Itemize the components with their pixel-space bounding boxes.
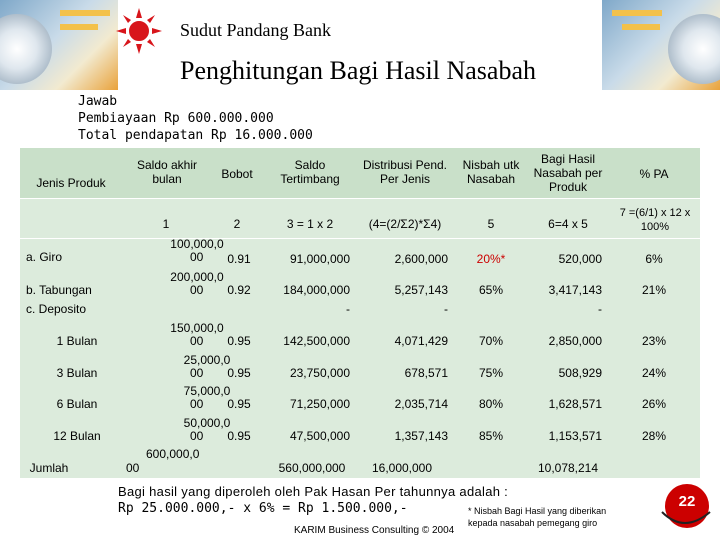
divider	[20, 198, 700, 199]
cell-weighted: 184,000,000	[283, 283, 350, 297]
cell-distribution: 16,000,000	[371, 461, 433, 475]
cell-balance: 75,000,0	[183, 384, 231, 398]
cell-weight: 0.95	[227, 429, 251, 443]
row-label: a. Giro	[26, 250, 63, 264]
formula-col4: (4=(2/Σ2)*Σ4)	[368, 217, 442, 231]
cell-weighted: 71,250,000	[289, 397, 350, 411]
cell-pa: 6%	[645, 252, 663, 266]
cell-nisbah: 65%	[478, 283, 504, 297]
conclusion-line-2: Rp 25.000.000,- x 6% = Rp 1.500.000,-	[118, 501, 408, 516]
cell-balance: 150,000,0	[170, 321, 224, 335]
cell-weighted: 47,500,000	[289, 429, 350, 443]
sun-logo-icon	[116, 8, 162, 54]
cell-distribution: 4,071,429	[394, 334, 448, 348]
divider	[20, 238, 700, 239]
cell-balance: 600,000,0	[146, 447, 200, 461]
cell-distribution: 1,357,143	[394, 429, 448, 443]
cell-distribution: 2,035,714	[394, 397, 448, 411]
cell-weighted: 91,000,000	[289, 252, 350, 266]
cell-weighted: 142,500,000	[283, 334, 350, 348]
cell-balance: 50,000,0	[183, 416, 231, 430]
cell-weighted: 560,000,000	[278, 461, 346, 475]
cell-weight: 0.91	[227, 252, 251, 266]
cell-pa: 24%	[641, 366, 667, 380]
cell-nisbah: 75%	[478, 366, 504, 380]
cell-pa: 21%	[641, 283, 667, 297]
cell-weight: 0.95	[227, 334, 251, 348]
cell-balance: 25,000,0	[183, 353, 231, 367]
col-header-pa: % PA	[639, 167, 669, 181]
row-label: 3 Bulan	[56, 366, 98, 380]
col-header-product: Jenis Produk	[36, 176, 106, 190]
cell-balance-cont: 00	[190, 397, 204, 411]
col-header-weight: Bobot	[221, 167, 253, 181]
row-label: 12 Bulan	[53, 429, 101, 443]
cell-profit-share: 508,929	[558, 366, 602, 380]
col-header-nisbah: Nisbah utk Nasabah	[462, 158, 520, 186]
cell-balance-cont: 00	[190, 429, 204, 443]
cell-balance-cont: 00	[190, 283, 204, 297]
footnote-line-2: kepada nasabah pemegang giro	[468, 518, 598, 528]
page-number: 22	[678, 493, 696, 510]
intro-block	[78, 93, 313, 144]
cell-balance-cont: 00	[190, 250, 204, 264]
col-header-weighted: Saldo Tertimbang	[280, 158, 340, 186]
row-label: 6 Bulan	[56, 397, 98, 411]
cell-weighted: 23,750,000	[289, 366, 350, 380]
footnote-line-1: * Nisbah Bagi Hasil yang diberikan	[468, 506, 607, 516]
cell-balance-cont: 00	[190, 334, 204, 348]
cell-profit-share: 520,000	[558, 252, 602, 266]
conclusion-line-1: Bagi hasil yang diperoleh oleh Pak Hasan Per tahunnya adalah :	[118, 484, 509, 499]
cell-distribution: 678,571	[404, 366, 448, 380]
page-title: Penghitungan Bagi Hasil Nasabah	[180, 56, 536, 85]
cell-balance: 200,000,0	[170, 270, 224, 284]
cell-profit-share: 3,417,143	[548, 283, 602, 297]
intro-total-income: Total pendapatan Rp 16.000.000	[78, 128, 313, 143]
footnote	[468, 505, 606, 529]
col-header-distribution: Distribusi Pend. Per Jenis	[362, 158, 448, 186]
cell-pa: 28%	[641, 429, 667, 443]
decorative-corner-left	[0, 0, 118, 90]
cell-nisbah: 70%	[478, 334, 504, 348]
cell-profit-share: 1,628,571	[548, 397, 602, 411]
cell-pa: 26%	[641, 397, 667, 411]
cell-dash: -	[444, 302, 448, 316]
intro-answer-label: Jawab	[78, 94, 118, 109]
cell-weight: 0.95	[227, 366, 251, 380]
cell-distribution: 5,257,143	[394, 283, 448, 297]
cell-weight: 0.92	[227, 283, 251, 297]
formula-col3: 3 = 1 x 2	[286, 217, 334, 231]
decorative-corner-right	[602, 0, 720, 90]
row-label: c. Deposito	[26, 302, 87, 316]
cell-dash: -	[598, 302, 602, 316]
intro-financing: Pembiayaan Rp 600.000.000	[78, 111, 274, 126]
cell-balance-cont: 00	[126, 461, 140, 475]
row-label: b. Tabungan	[26, 283, 92, 297]
col-header-balance: Saldo akhir bulan	[136, 158, 198, 186]
cell-distribution: 2,600,000	[394, 252, 448, 266]
cell-profit-share: 2,850,000	[548, 334, 602, 348]
cell-pa: 23%	[641, 334, 667, 348]
cell-dash: -	[346, 302, 350, 316]
cell-weight: 0.95	[227, 397, 251, 411]
formula-col5: 5	[487, 217, 495, 231]
row-label: 1 Bulan	[56, 334, 98, 348]
footer-credit: KARIM Business Consulting © 2004	[294, 525, 455, 536]
cell-profit-share: 1,153,571	[548, 429, 602, 443]
col-header-profit-share: Bagi Hasil Nasabah per Produk	[533, 152, 603, 194]
cell-balance: 100,000,0	[170, 237, 224, 251]
brand-name: Sudut Pandang Bank	[180, 20, 331, 40]
cell-profit-share: 10,078,214	[537, 461, 599, 475]
formula-col6: 6=4 x 5	[548, 217, 588, 231]
page-number-badge	[654, 478, 716, 534]
cell-nisbah: 80%	[478, 397, 504, 411]
cell-nisbah: 85%	[478, 429, 504, 443]
formula-col7: 7 =(6/1) x 12 x 100%	[619, 207, 691, 233]
formula-col1: 1	[162, 217, 170, 231]
formula-col2: 2	[233, 217, 241, 231]
row-label: Jumlah	[29, 461, 69, 475]
cell-nisbah: 20%*	[476, 252, 506, 266]
cell-balance-cont: 00	[190, 366, 204, 380]
